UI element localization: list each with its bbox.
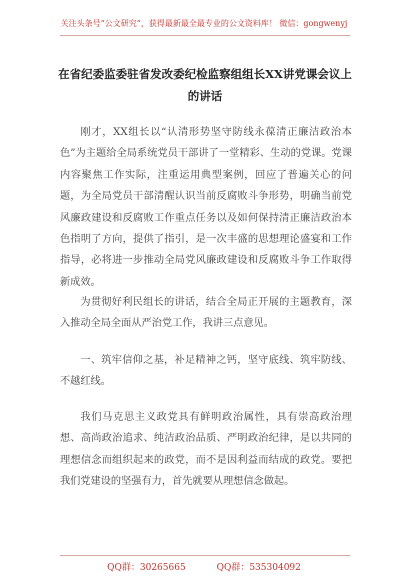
paragraph-text: 刚才，XX组长以“认清形势坚守防线永葆清正廉洁政治本色”为主题给全局系统党员干部讲了一堂精彩、生动的党课。党课内容聚焦工作实际，注重运用典型案例，回应了普遍关心的问题，为全局党员干部清醒认识当前反腐败斗争形势，明确当前党风廉政建设和反腐败工作重点任务以及如何保持清正廉洁政治本色指明了方向，提供了指引，是一次丰盛的思想理论盛宴和工作指导，必将进一步推动全局党风廉政建设和反腐败斗争工作取得新成效。 <box>60 127 352 288</box>
footer-divider <box>60 555 350 556</box>
paragraph-3 <box>60 407 352 493</box>
paragraph-text: 为贯彻好利民组长的讲话，结合全局正开展的主题教育，深入推动全局全面从严治党工作，我讲三点意见。 <box>60 297 352 330</box>
paragraph-2 <box>60 292 352 335</box>
footer-qq-group-1: QQ群：30265665 <box>107 563 186 573</box>
paragraph-text: 我们马克思主义政党具有鲜明政治属性，具有崇高政治理想、高尚政治追求、纯洁政治品质、严明政治纪律，是以共同的理想信念而组织起来的政党，而不是因利益而结成的政党。要把我们党建设的坚强有力，首先就要从理想信念做起。 <box>60 412 352 488</box>
header-divider <box>60 35 350 36</box>
document-title: 在省纪委监委驻省发改委纪检监察组组长XX讲党课会议上的讲话 <box>58 67 352 103</box>
section-heading-1 <box>60 350 352 393</box>
footer <box>0 560 408 573</box>
paragraph-text: 一、筑牢信仰之基，补足精神之钙，坚守底线、筑牢防线、不越红线。 <box>60 355 352 388</box>
footer-qq-group-2: QQ群：535304092 <box>216 563 301 573</box>
paragraph-1 <box>60 122 352 293</box>
header-banner: 关注头条号“公文研究”，获得最新最全最专业的公文资料库！ 微信：gongwenyj <box>60 19 348 28</box>
